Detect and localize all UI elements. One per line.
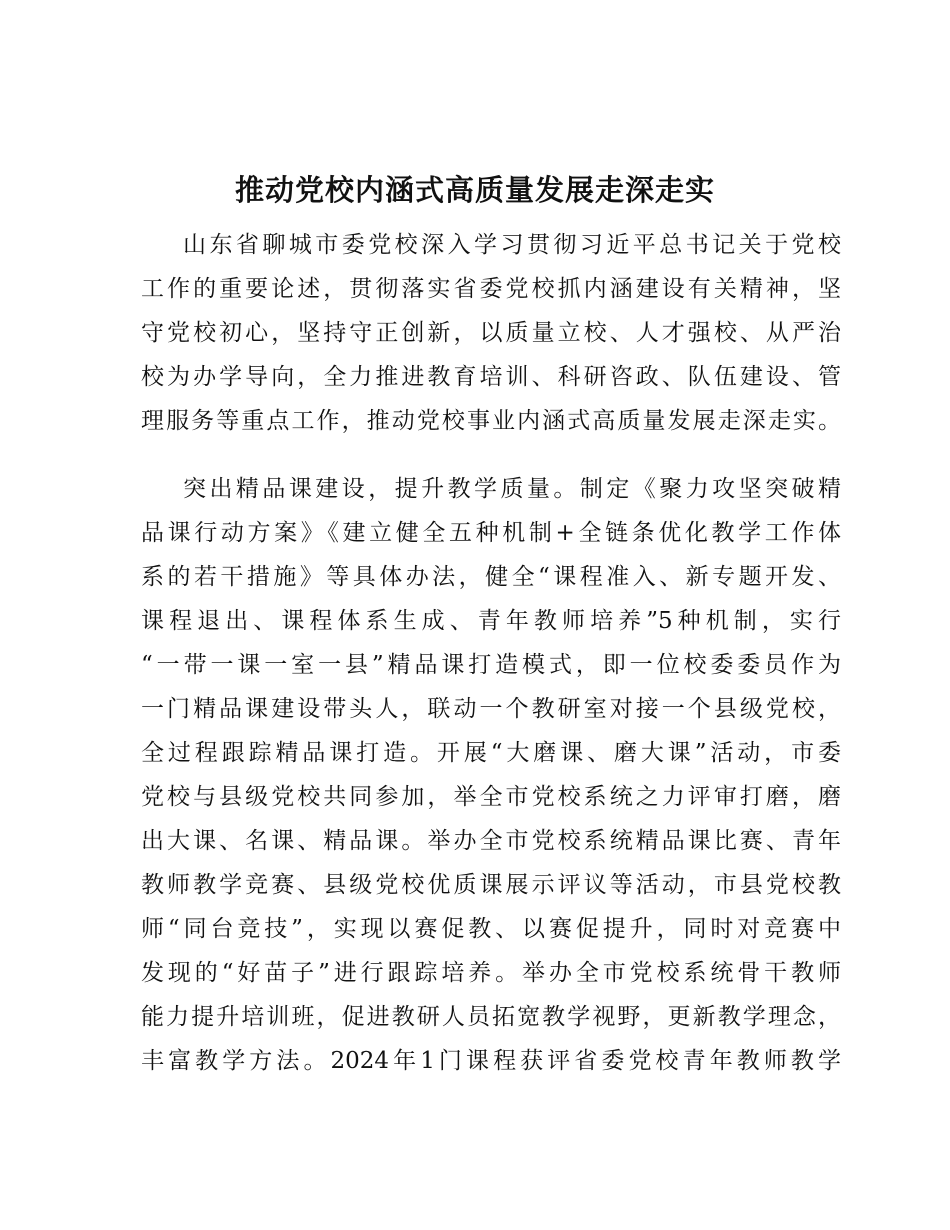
text-line: 丰富教学方法。2024年1门课程获评省委党校青年教师教学: [141, 1048, 841, 1074]
paragraph-quality-courses: [141, 467, 841, 1083]
paragraph-intro: [141, 223, 841, 443]
text-line: 全过程跟踪精品课打造。开展“大磨课、磨大课”活动，市委: [141, 740, 841, 766]
text-line: 出大课、名课、精品课。举办全市党校系统精品课比赛、青年: [141, 828, 841, 854]
document-title: 推动党校内涵式高质量发展走深走实: [234, 173, 715, 207]
text-line: 品课行动方案》《建立健全五种机制+全链条优化教学工作体: [141, 520, 841, 546]
text-line: 课程退出、课程体系生成、青年教师培养”5种机制，实行: [141, 608, 841, 634]
text-line: 守党校初心，坚持守正创新，以质量立校、人才强校、从严治: [141, 320, 841, 346]
text-line: 工作的重要论述，贯彻落实省委党校抓内涵建设有关精神，坚: [141, 276, 841, 302]
text-line: 师“同台竞技”，实现以赛促教、以赛促提升，同时对竞赛中: [141, 916, 841, 942]
text-line: 教师教学竞赛、县级党校优质课展示评议等活动，市县党校教: [141, 872, 841, 898]
text-line: 一门精品课建设带头人，联动一个教研室对接一个县级党校，: [141, 696, 841, 722]
text-line: 党校与县级党校共同参加，举全市党校系统之力评审打磨，磨: [141, 784, 841, 810]
text-line: 发现的“好苗子”进行跟踪培养。举办全市党校系统骨干教师: [141, 960, 841, 986]
text-line: 能力提升培训班，促进教研人员拓宽教学视野，更新教学理念，: [141, 1004, 841, 1030]
text-line: 校为办学导向，全力推进教育培训、科研咨政、队伍建设、管: [141, 364, 841, 390]
text-line: 山东省聊城市委党校深入学习贯彻习近平总书记关于党校: [183, 232, 841, 258]
text-line: 理服务等重点工作，推动党校事业内涵式高质量发展走深走实。: [141, 408, 841, 434]
text-line: 突出精品课建设，提升教学质量。制定《聚力攻坚突破精: [183, 476, 841, 502]
text-line: 系的若干措施》等具体办法，健全“课程准入、新专题开发、: [141, 564, 841, 590]
text-line: “一带一课一室一县”精品课打造模式，即一位校委委员作为: [141, 652, 841, 678]
